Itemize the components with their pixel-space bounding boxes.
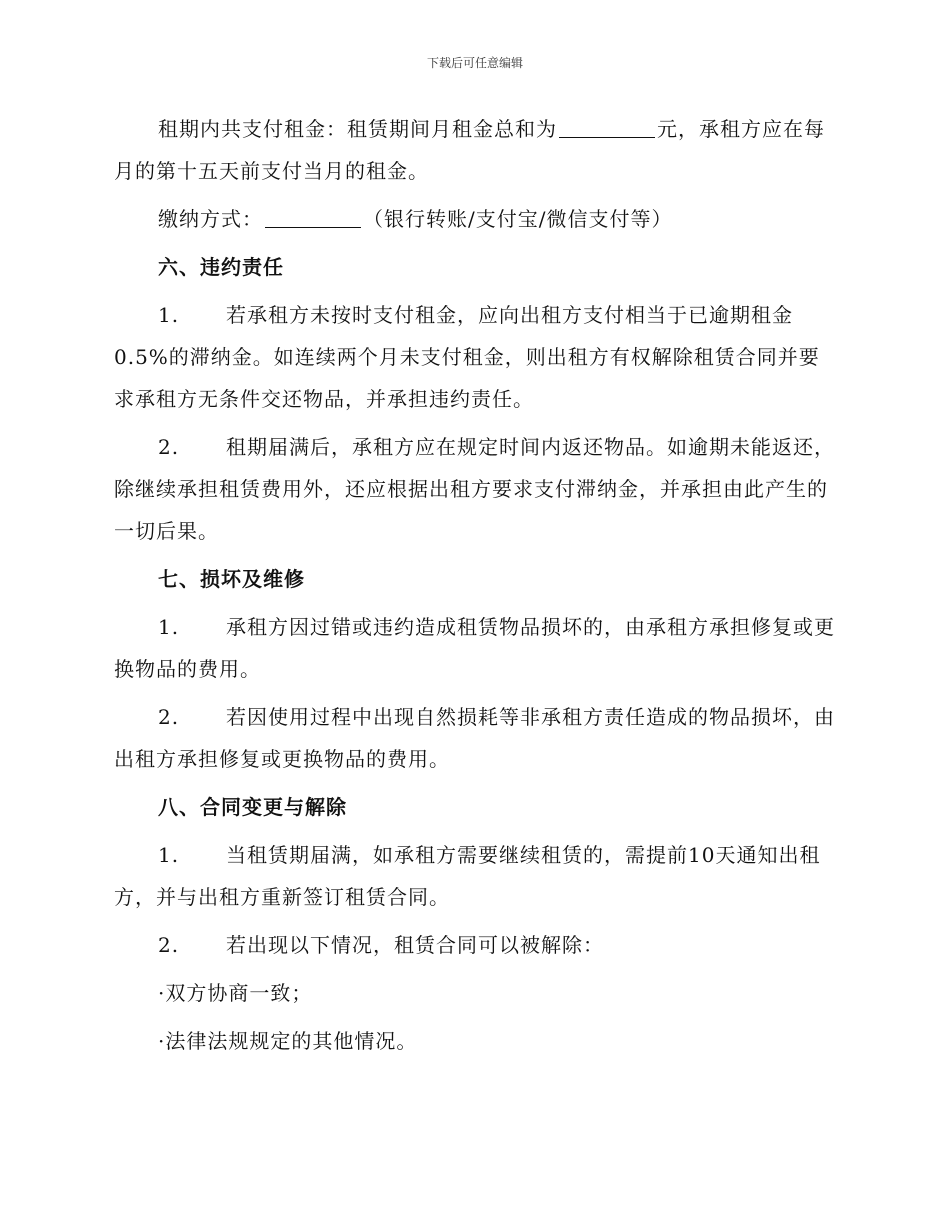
section-7-item-1	[114, 606, 836, 690]
item-number: 2.	[158, 933, 180, 957]
item-text: 当租赁期届满，如承租方需要继续租赁的，需提前10天通知出租方，并与出租方重新签订租赁合同。	[114, 843, 821, 909]
section-6-item-2	[114, 426, 836, 552]
section-8-item-2	[114, 924, 836, 966]
item-text: 若出现以下情况，租赁合同可以被解除：	[226, 933, 604, 957]
section-7-title: 七、损坏及维修	[158, 567, 305, 591]
item-text: 若因使用过程中出现自然损耗等非承租方责任造成的物品损坏，由出租方承担修复或更换物品的费用。	[114, 705, 835, 771]
section-6-title: 六、违约责任	[158, 255, 284, 279]
payment-method-options: （银行转账/支付宝/微信支付等）	[363, 207, 673, 231]
item-number: 1.	[158, 615, 180, 639]
bullet-item-2: ·法律法规规定的其他情况。	[158, 1029, 418, 1053]
payment-method-blank	[265, 205, 361, 228]
section-8-item-1	[114, 834, 836, 918]
item-number: 1.	[158, 843, 180, 867]
rent-payment-paragraph	[114, 108, 836, 192]
payment-method-paragraph	[114, 198, 836, 240]
rent-payment-text-2: 元，承租方应在每月的第十五天前支付当月的租金。	[114, 117, 825, 183]
bullet-item-1: ·双方协商一致；	[158, 981, 313, 1005]
page-header: 下载后可任意编辑	[426, 56, 523, 70]
item-text: 承租方因过错或违约造成租赁物品损坏的，由承租方承担修复或更换物品的费用。	[114, 615, 835, 681]
item-text: 租期届满后，承租方应在规定时间内返还物品。如逾期未能返还，除继续承担租赁费用外，还应根据出租方要求支付滞纳金，并承担由此产生的一切后果。	[114, 435, 835, 543]
item-number: 2.	[158, 435, 180, 459]
item-number: 2.	[158, 705, 180, 729]
document-body	[114, 108, 836, 1068]
section-7-item-2	[114, 696, 836, 780]
rent-amount-blank	[559, 115, 655, 138]
payment-method-label: 缴纳方式：	[158, 207, 263, 231]
item-text: 若承租方未按时支付租金，应向出租方支付相当于已逾期租金0.5%的滞纳金。如连续两个月未支付租金，则出租方有权解除租赁合同并要求承租方无条件交还物品，并承担违约责任。	[114, 303, 820, 411]
item-number: 1.	[158, 303, 180, 327]
section-8-title: 八、合同变更与解除	[158, 795, 347, 819]
rent-payment-text-1: 租期内共支付租金：租赁期间月租金总和为	[158, 117, 557, 141]
section-6-item-1	[114, 294, 836, 420]
